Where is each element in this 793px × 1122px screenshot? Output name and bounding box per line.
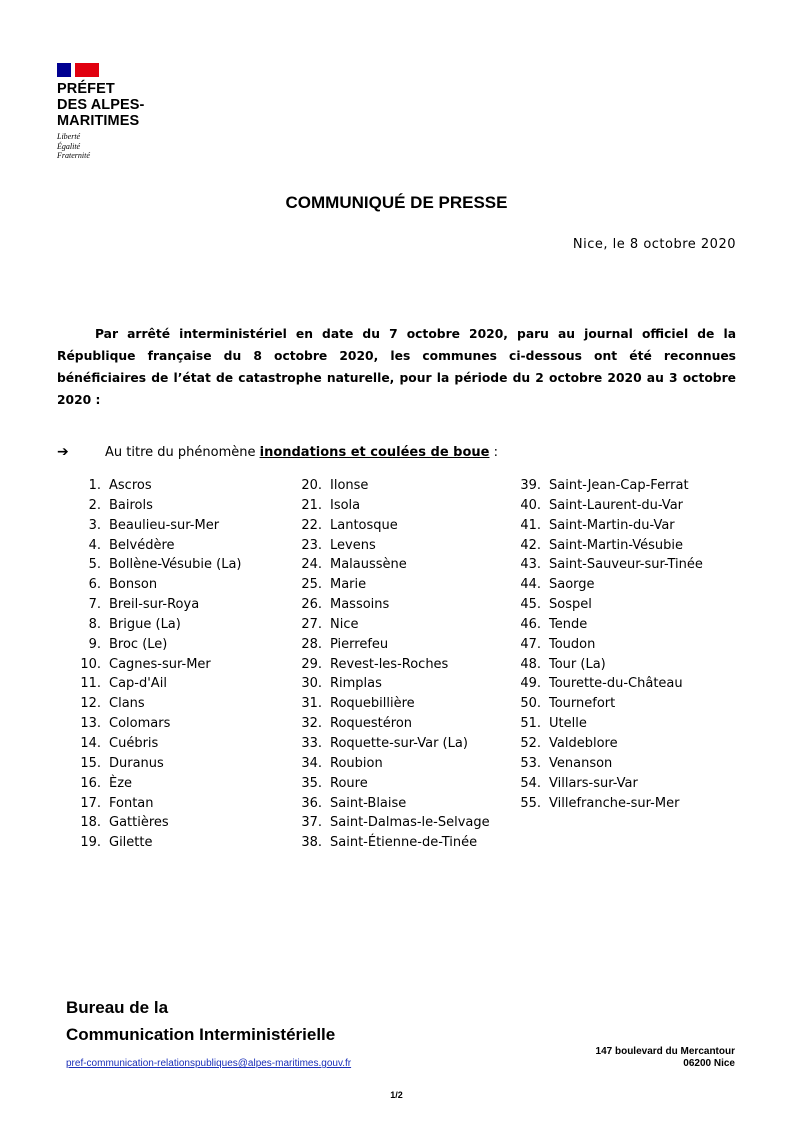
commune-number: 40. bbox=[520, 497, 541, 513]
phenomenon-line bbox=[57, 444, 498, 460]
commune-name: Beaulieu-sur-Mer bbox=[109, 517, 220, 533]
commune-item bbox=[290, 575, 490, 595]
commune-item bbox=[290, 694, 490, 714]
commune-name: Breil-sur-Roya bbox=[109, 597, 200, 613]
commune-name: Roquestéron bbox=[330, 716, 413, 732]
commune-item bbox=[77, 674, 242, 694]
commune-name: Èze bbox=[109, 775, 133, 791]
logo-line: PRÉFET bbox=[57, 81, 115, 97]
commune-number: 9. bbox=[88, 636, 101, 652]
commune-item bbox=[509, 516, 703, 536]
commune-item bbox=[290, 536, 490, 556]
prefecture-logo bbox=[57, 63, 144, 161]
communes-column-1 bbox=[77, 476, 242, 853]
commune-name: Broc (Le) bbox=[109, 636, 168, 652]
commune-number: 28. bbox=[301, 636, 322, 652]
commune-item bbox=[509, 674, 703, 694]
commune-name: Saint-Laurent-du-Var bbox=[549, 497, 684, 513]
communes-column-3 bbox=[509, 476, 703, 813]
commune-number: 39. bbox=[520, 478, 541, 493]
commune-name: Toudon bbox=[549, 636, 596, 652]
commune-name: Isola bbox=[330, 497, 361, 513]
commune-name: Cuébris bbox=[109, 735, 159, 751]
bureau-title bbox=[66, 994, 335, 1048]
commune-name: Tournefort bbox=[549, 696, 616, 712]
commune-number: 17. bbox=[80, 795, 101, 811]
commune-number: 30. bbox=[301, 676, 322, 692]
bureau-line: Bureau de la bbox=[66, 998, 169, 1017]
commune-name: Saint-Étienne-de-Tinée bbox=[330, 835, 478, 851]
commune-item bbox=[77, 734, 242, 754]
commune-number: 36. bbox=[301, 795, 322, 811]
commune-number: 53. bbox=[520, 755, 541, 771]
commune-number: 51. bbox=[520, 716, 541, 732]
commune-item bbox=[77, 615, 242, 635]
commune-name: Colomars bbox=[109, 716, 171, 732]
commune-item bbox=[509, 794, 703, 814]
commune-number: 22. bbox=[301, 517, 322, 533]
logo-title bbox=[57, 81, 144, 129]
commune-item bbox=[290, 714, 490, 734]
commune-item bbox=[290, 595, 490, 615]
commune-number: 2. bbox=[88, 497, 101, 513]
commune-name: Roquette-sur-Var (La) bbox=[330, 735, 468, 751]
commune-number: 35. bbox=[301, 775, 322, 791]
address-line: 06200 Nice bbox=[683, 1058, 735, 1069]
commune-number: 54. bbox=[520, 775, 541, 791]
logo-line: MARITIMES bbox=[57, 113, 140, 129]
commune-number: 44. bbox=[520, 577, 541, 593]
commune-item bbox=[290, 833, 490, 853]
commune-item bbox=[77, 635, 242, 655]
commune-name: Tende bbox=[549, 616, 588, 632]
commune-item bbox=[77, 575, 242, 595]
commune-number: 18. bbox=[80, 815, 101, 831]
commune-item bbox=[509, 754, 703, 774]
arrow-icon: ➔ bbox=[57, 444, 69, 460]
phenomenon-suffix: : bbox=[489, 444, 498, 460]
commune-number: 5. bbox=[88, 557, 101, 573]
commune-number: 23. bbox=[301, 537, 322, 553]
commune-number: 10. bbox=[80, 656, 101, 672]
date: Nice, le 8 octobre 2020 bbox=[572, 237, 736, 252]
commune-item bbox=[77, 794, 242, 814]
commune-item bbox=[290, 794, 490, 814]
commune-number: 52. bbox=[520, 735, 541, 751]
commune-item bbox=[290, 476, 490, 496]
commune-name: Valdeblore bbox=[549, 735, 618, 751]
commune-item bbox=[509, 714, 703, 734]
phenomenon-name: inondations et coulées de boue bbox=[259, 444, 490, 460]
commune-item bbox=[290, 734, 490, 754]
commune-name: Utelle bbox=[549, 716, 587, 732]
commune-item bbox=[509, 496, 703, 516]
commune-name: Tourette-du-Château bbox=[549, 676, 683, 692]
commune-name: Villars-sur-Var bbox=[549, 775, 638, 791]
commune-item bbox=[290, 615, 490, 635]
page-title: COMMUNIQUÉ DE PRESSE bbox=[285, 193, 508, 212]
commune-name: Ilonse bbox=[330, 478, 369, 493]
intro-paragraph: Par arrêté interministériel en date du 7 octobre 2020, paru au journal officiel de la République française du 8 octobre 2020, les communes ci-dessous ont été reconnues bénéficiaires de l’état de catastrophe naturelle, pour la période du 2 octobre 2020 au 3 octobre 2020 : bbox=[57, 327, 736, 407]
commune-number: 32. bbox=[301, 716, 322, 732]
commune-item bbox=[77, 694, 242, 714]
commune-name: Roquebillière bbox=[330, 696, 415, 712]
commune-number: 50. bbox=[520, 696, 541, 712]
commune-number: 7. bbox=[88, 597, 101, 613]
commune-item bbox=[290, 813, 490, 833]
commune-item bbox=[290, 774, 490, 794]
page-number: 1/2 bbox=[390, 1090, 403, 1100]
commune-item bbox=[77, 833, 242, 853]
commune-name: Fontan bbox=[109, 795, 154, 811]
commune-name: Saint-Dalmas-le-Selvage bbox=[330, 815, 490, 831]
communes-column-2 bbox=[290, 476, 490, 853]
commune-number: 12. bbox=[80, 696, 101, 712]
commune-item bbox=[77, 714, 242, 734]
commune-name: Brigue (La) bbox=[109, 616, 181, 632]
commune-item bbox=[290, 635, 490, 655]
commune-item bbox=[509, 536, 703, 556]
commune-item bbox=[509, 575, 703, 595]
commune-item bbox=[290, 555, 490, 575]
commune-item bbox=[509, 734, 703, 754]
commune-item bbox=[77, 754, 242, 774]
commune-name: Roure bbox=[330, 775, 368, 791]
commune-number: 49. bbox=[520, 676, 541, 692]
commune-name: Saint-Martin-du-Var bbox=[549, 517, 675, 533]
commune-number: 42. bbox=[520, 537, 541, 553]
phenomenon-prefix: Au titre du phénomène bbox=[105, 444, 260, 460]
commune-item bbox=[509, 615, 703, 635]
commune-name: Bollène-Vésubie (La) bbox=[109, 557, 242, 573]
commune-item bbox=[290, 674, 490, 694]
commune-name: Gilette bbox=[109, 835, 153, 851]
commune-name: Roubion bbox=[330, 755, 383, 771]
commune-name: Massoins bbox=[330, 597, 390, 613]
commune-item bbox=[77, 536, 242, 556]
motto-line: Fraternité bbox=[57, 151, 90, 160]
commune-name: Cagnes-sur-Mer bbox=[109, 656, 211, 672]
commune-name: Belvédère bbox=[109, 537, 175, 553]
commune-name: Duranus bbox=[109, 755, 164, 771]
commune-name: Tour (La) bbox=[549, 656, 606, 672]
commune-item bbox=[290, 655, 490, 675]
commune-number: 20. bbox=[301, 478, 322, 493]
commune-number: 25. bbox=[301, 577, 322, 593]
commune-item bbox=[509, 555, 703, 575]
commune-name: Clans bbox=[109, 696, 145, 712]
commune-number: 19. bbox=[80, 835, 101, 851]
commune-item bbox=[509, 774, 703, 794]
commune-number: 46. bbox=[520, 616, 541, 632]
commune-number: 27. bbox=[301, 616, 322, 632]
commune-item bbox=[77, 655, 242, 675]
commune-name: Revest-les-Roches bbox=[330, 656, 449, 672]
commune-number: 29. bbox=[301, 656, 322, 672]
commune-name: Cap-d'Ail bbox=[109, 676, 167, 692]
commune-number: 45. bbox=[520, 597, 541, 613]
commune-number: 8. bbox=[88, 616, 101, 632]
commune-number: 33. bbox=[301, 735, 322, 751]
commune-number: 55. bbox=[520, 795, 541, 811]
commune-number: 34. bbox=[301, 755, 322, 771]
commune-number: 1. bbox=[88, 478, 101, 493]
commune-number: 41. bbox=[520, 517, 541, 533]
commune-item bbox=[509, 595, 703, 615]
commune-item bbox=[77, 476, 242, 496]
commune-number: 3. bbox=[88, 517, 101, 533]
commune-number: 24. bbox=[301, 557, 322, 573]
commune-number: 26. bbox=[301, 597, 322, 613]
commune-name: Saint-Blaise bbox=[330, 795, 407, 811]
address-line: 147 boulevard du Mercantour bbox=[595, 1046, 735, 1057]
commune-name: Sospel bbox=[549, 597, 592, 613]
commune-item bbox=[509, 655, 703, 675]
motto bbox=[57, 132, 144, 161]
commune-number: 11. bbox=[80, 676, 101, 692]
commune-item bbox=[290, 516, 490, 536]
commune-number: 31. bbox=[301, 696, 322, 712]
commune-name: Nice bbox=[330, 616, 359, 632]
commune-number: 13. bbox=[80, 716, 101, 732]
commune-name: Saint-Martin-Vésubie bbox=[549, 537, 684, 553]
commune-item bbox=[509, 635, 703, 655]
commune-name: Bairols bbox=[109, 497, 153, 513]
commune-item bbox=[77, 774, 242, 794]
commune-item bbox=[509, 694, 703, 714]
commune-item bbox=[77, 813, 242, 833]
commune-name: Rimplas bbox=[330, 676, 382, 692]
commune-name: Saint-Sauveur-sur-Tinée bbox=[549, 557, 703, 573]
motto-line: Liberté bbox=[57, 132, 81, 141]
french-flag-icon bbox=[57, 63, 99, 77]
commune-number: 15. bbox=[80, 755, 101, 771]
commune-number: 21. bbox=[301, 497, 322, 513]
commune-item bbox=[77, 516, 242, 536]
commune-number: 43. bbox=[520, 557, 541, 573]
commune-number: 6. bbox=[88, 577, 101, 593]
commune-name: Lantosque bbox=[330, 517, 398, 533]
commune-item bbox=[77, 555, 242, 575]
email-link[interactable]: pref-communication-relationspubliques@alpes-maritimes.gouv.fr bbox=[66, 1058, 352, 1069]
commune-name: Venanson bbox=[549, 755, 613, 771]
logo-line: DES ALPES- bbox=[57, 97, 145, 113]
commune-name: Gattières bbox=[109, 815, 169, 831]
commune-name: Bonson bbox=[109, 577, 158, 593]
commune-name: Saorge bbox=[549, 577, 595, 593]
commune-name: Malaussène bbox=[330, 557, 407, 573]
commune-number: 37. bbox=[301, 815, 322, 831]
commune-number: 47. bbox=[520, 636, 541, 652]
commune-number: 48. bbox=[520, 656, 541, 672]
commune-number: 4. bbox=[88, 537, 101, 553]
commune-item bbox=[290, 754, 490, 774]
commune-item bbox=[77, 595, 242, 615]
commune-number: 38. bbox=[301, 835, 322, 851]
commune-name: Saint-Jean-Cap-Ferrat bbox=[549, 478, 689, 493]
commune-item bbox=[77, 496, 242, 516]
commune-number: 16. bbox=[80, 775, 101, 791]
commune-name: Villefranche-sur-Mer bbox=[549, 795, 680, 811]
motto-line: Égalité bbox=[57, 141, 81, 151]
commune-name: Pierrefeu bbox=[330, 636, 389, 652]
bureau-line: Communication Interministérielle bbox=[66, 1025, 336, 1044]
commune-number: 14. bbox=[80, 735, 101, 751]
commune-name: Ascros bbox=[109, 478, 152, 493]
commune-item bbox=[290, 496, 490, 516]
address bbox=[596, 1046, 735, 1070]
commune-name: Levens bbox=[330, 537, 376, 553]
commune-item bbox=[509, 476, 703, 496]
commune-name: Marie bbox=[330, 577, 367, 593]
